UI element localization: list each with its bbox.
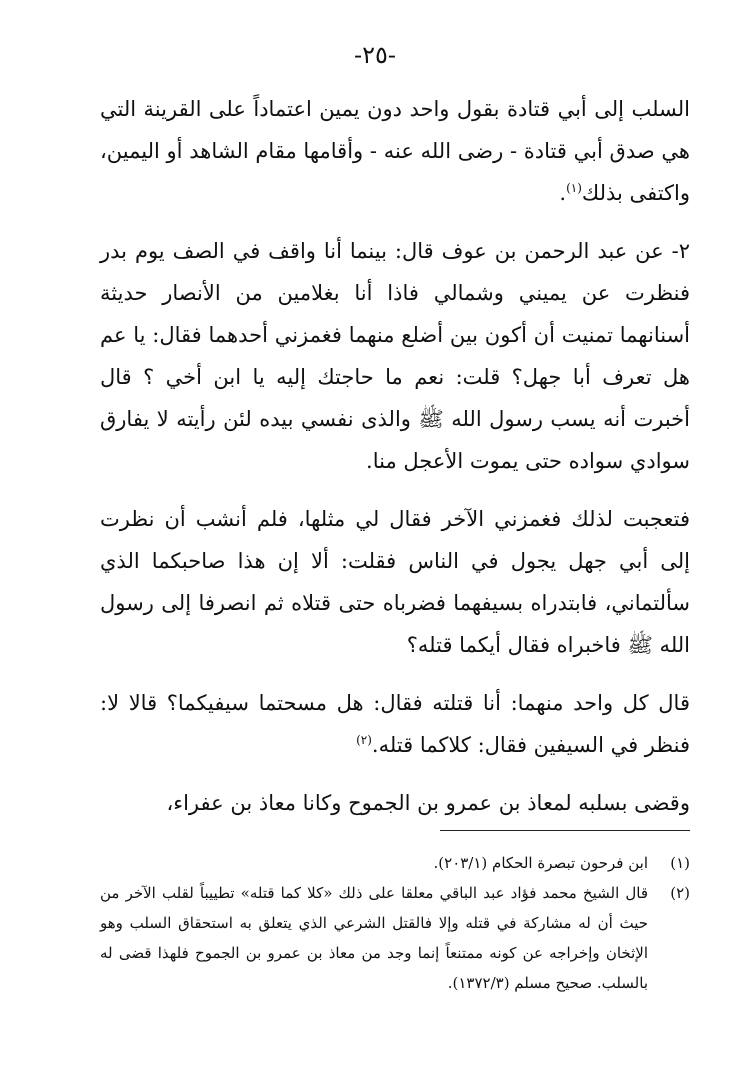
paragraph-text: قال كل واحد منهما: أنا قتلته فقال: هل مسحتما سيفيكما؟ قالا لا: فنظر في السيفين فقال: كلاكما قتله.: [100, 691, 690, 757]
paragraph: [100, 782, 690, 824]
footnote-number: (٢): [670, 884, 690, 902]
body-text: [100, 88, 690, 824]
footnote-text: ابن فرحون تبصرة الحكام (٢٠٣/١).: [433, 854, 648, 872]
paragraph-tail: .: [559, 181, 567, 205]
footnote-ref[interactable]: (٢): [356, 733, 372, 747]
footnote-text: قال الشيخ محمد فؤاد عبد الباقي معلقا على ذلك «كلا كما قتله» تطييباً لقلب الآخر من حيث أن له مشاركة في قتله وإلا فالقتل الشرعي الذي يتعلق به استحقاق السلب وهو الإثخان وإخراجه عن كونه ممتنعاً إنما وجد من معاذ بن عمرو بن الجموح فلهذا قضى له بالسلب. صحيح مسلم (١٣٧٢/٣).: [100, 884, 648, 992]
page-number: -٢٥-: [354, 41, 396, 69]
footnotes: [100, 848, 690, 998]
footnote: [100, 878, 690, 998]
paragraph-text: ٢- عن عبد الرحمن بن عوف قال: بينما أنا واقف في الصف يوم بدر فنظرت عن يميني وشمالي فاذا أنا بغلامين من الأنصار حديثة أسنانهما تمنيت أن أكون بين أضلع منهما فغمزني أحدهما فقال: يا عم هل تعرف أبا جهل؟ قلت: نعم ما حاجتك إليه يا ابن أخي ؟ قال أخبرت أنه يسب رسول الله ﷺ والذى نفسي بيده لئن رأيته لا يفارق سوادي سواده حتى يموت الأعجل منا.: [100, 239, 690, 473]
paragraph: [100, 682, 690, 766]
paragraph-text: وقضى بسلبه لمعاذ بن عمرو بن الجموح وكانا معاذ بن عفراء،: [166, 791, 690, 815]
footnote-ref[interactable]: (١): [566, 181, 582, 195]
paragraph-text: فتعجبت لذلك فغمزني الآخر فقال لي مثلها، فلم أنشب أن نظرت إلى أبي جهل يجول في الناس فقلت: ألا إن هذا صاحبكما الذي سألتماني، فابتدراه بسيفهما فضرباه حتى قتلاه ثم انصرفا إلى رسول الله ﷺ فاخبراه فقال أيكما قتله؟: [100, 507, 691, 657]
paragraph: [100, 88, 690, 214]
paragraph: [100, 230, 690, 482]
footnote-divider: [440, 830, 690, 831]
footnote-number: (١): [670, 854, 690, 872]
footnote: [100, 848, 690, 878]
paragraph: [100, 498, 690, 666]
paragraph-text: السلب إلى أبي قتادة بقول واحد دون يمين اعتماداً على القرينة التي هي صدق أبي قتادة - رضى الله عنه - وأقامها مقام الشاهد أو اليمين، واكتفى بذلك: [100, 97, 690, 205]
